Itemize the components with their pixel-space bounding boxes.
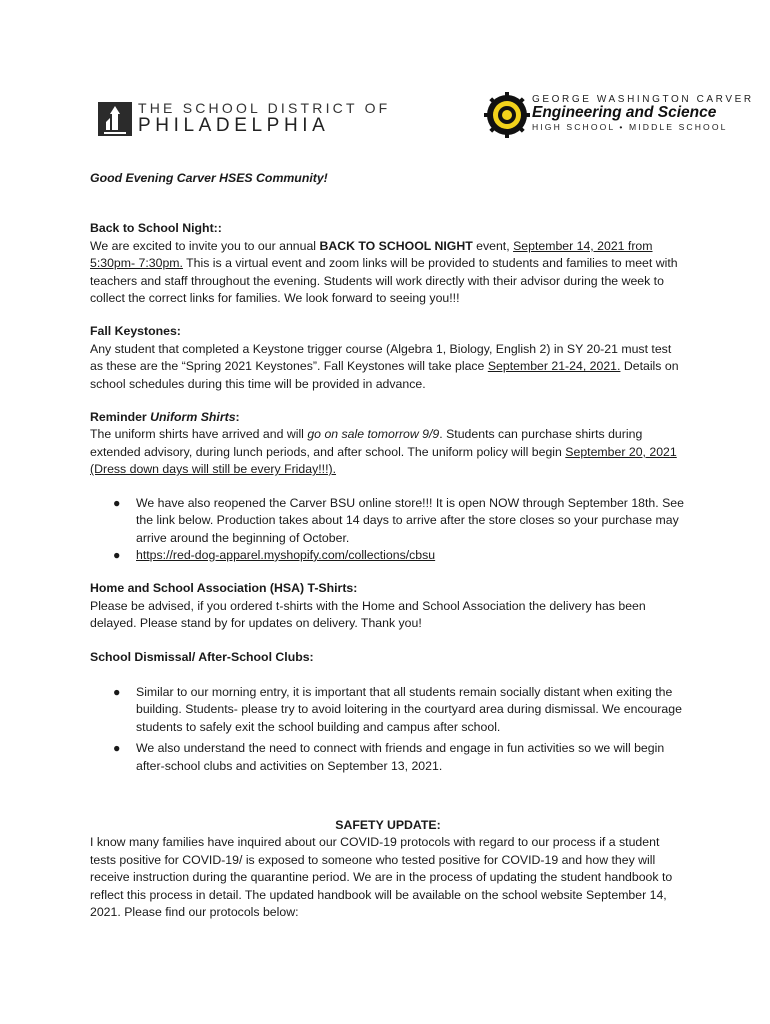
section-text: [90, 426, 686, 478]
dismissal-list: [90, 684, 686, 775]
sale-date: go on sale tomorrow 9/9: [307, 427, 440, 442]
letter-body: [90, 170, 686, 921]
section-back-to-school: [90, 220, 686, 307]
section-dismissal: [90, 649, 686, 775]
event-date: September 14, 2021 from 5:30pm- 7:30pm.: [90, 238, 653, 271]
list-item-text: Similar to our morning entry, it is important that all students remain socially distant when exiting the building. Students- please try to avoid loitering in the courtyard area during dismissal. We encourage students to safely exit the school building and campus after school.: [136, 684, 682, 734]
section-heading: School Dismissal/ After-School Clubs:: [90, 649, 314, 664]
text-run: :: [235, 410, 240, 425]
text-run: Uniform Shirts: [150, 410, 236, 425]
carver-school-logo: [484, 90, 754, 142]
section-heading: Fall Keystones:: [90, 324, 181, 339]
safety-text: I know many families have inquired about our COVID-19 protocols with regard to our process if a student tests positive for COVID-19/ is exposed to someone who tested positive for COVID-19 and how they will receive instruction during the quarantine period. We are in the process of updating the student handbook to reflect this process in detail. The updated handbook will be available on the school website September 14, 2021. Please find our protocols below:: [90, 835, 673, 919]
list-item: [113, 684, 686, 736]
district-name-line2: PHILADELPHIA: [138, 115, 330, 136]
text-run: . Students can purchase shirts during extended advisory, during lunch periods, and after school. The uniform policy will begin: [90, 427, 643, 459]
store-link[interactable]: https://red-dog-apparel.myshopify.com/collections/cbsu: [136, 547, 436, 562]
school-name-line1: GEORGE WASHINGTON CARVER: [532, 94, 754, 105]
text-run: event,: [472, 238, 514, 253]
section-heading: Home and School Association (HSA) T-Shirts:: [90, 581, 358, 596]
section-text: [90, 341, 686, 393]
list-item: [113, 740, 686, 775]
uniform-list: [90, 495, 686, 565]
school-district-logo: [98, 100, 391, 138]
policy-date: September 20, 2021 (Dress down days will still be every Friday!!!).: [90, 444, 677, 477]
safety-heading: SAFETY UPDATE:: [335, 817, 441, 832]
section-hsa: [90, 580, 686, 632]
list-item: [113, 495, 686, 547]
list-item: [113, 547, 686, 564]
text-run: This is a virtual event and zoom links will be provided to students and families to meet with teachers and staff throughout the evening. Students will work directly with their advisor during the week to collect the correct links for families. We look forward to seeing you!!!: [90, 256, 678, 306]
bullet-icon: ●: [113, 547, 121, 562]
text-run: The uniform shirts have arrived and will: [90, 427, 308, 442]
bullet-icon: ●: [113, 741, 121, 756]
text-run: Any student that completed a Keystone trigger course (Algebra 1, Biology, English 2) in SY 20-21 must test as these are the “Spring 2021 Keystones”. Fall Keystones will take place: [90, 341, 672, 374]
bullet-icon: ●: [113, 495, 121, 510]
bullet-icon: ●: [113, 684, 121, 699]
school-name-line3: HIGH SCHOOL • MIDDLE SCHOOL: [532, 122, 728, 132]
text-run: Details on school schedules during this time will be provided in advance.: [90, 359, 679, 391]
section-text: Please be advised, if you ordered t-shirts with the Home and School Association the delivery has been delayed. Please stand by for updates on delivery. Thank you!: [90, 598, 646, 631]
text-run: Reminder: [90, 410, 151, 425]
section-uniform: [90, 409, 686, 564]
event-name: BACK TO SCHOOL NIGHT: [319, 238, 473, 253]
school-name-line2: Engineering and Science: [532, 104, 717, 121]
district-emblem-icon: [98, 102, 132, 136]
list-item-text: We also understand the need to connect with friends and engage in fun activities so we will begin after-school clubs and activities on September 13, 2021.: [136, 741, 665, 773]
section-heading: Back to School Night::: [90, 221, 222, 236]
greeting: Good Evening Carver HSES Community!: [90, 171, 328, 185]
section-text: [90, 238, 686, 308]
keystone-dates: September 21-24, 2021.: [487, 359, 621, 374]
district-name-line1: THE SCHOOL DISTRICT OF: [138, 100, 391, 116]
text-run: We are excited to invite you to our annual: [90, 238, 320, 253]
section-heading: [90, 409, 686, 426]
gear-sun-icon: [484, 92, 530, 138]
list-item-text: We have also reopened the Carver BSU online store!!! It is open NOW through September 18th. See the link below. Production takes about 14 days to arrive after the store closes so your purchase may arrive around the beginning of October.: [136, 495, 684, 545]
section-keystones: [90, 323, 686, 393]
